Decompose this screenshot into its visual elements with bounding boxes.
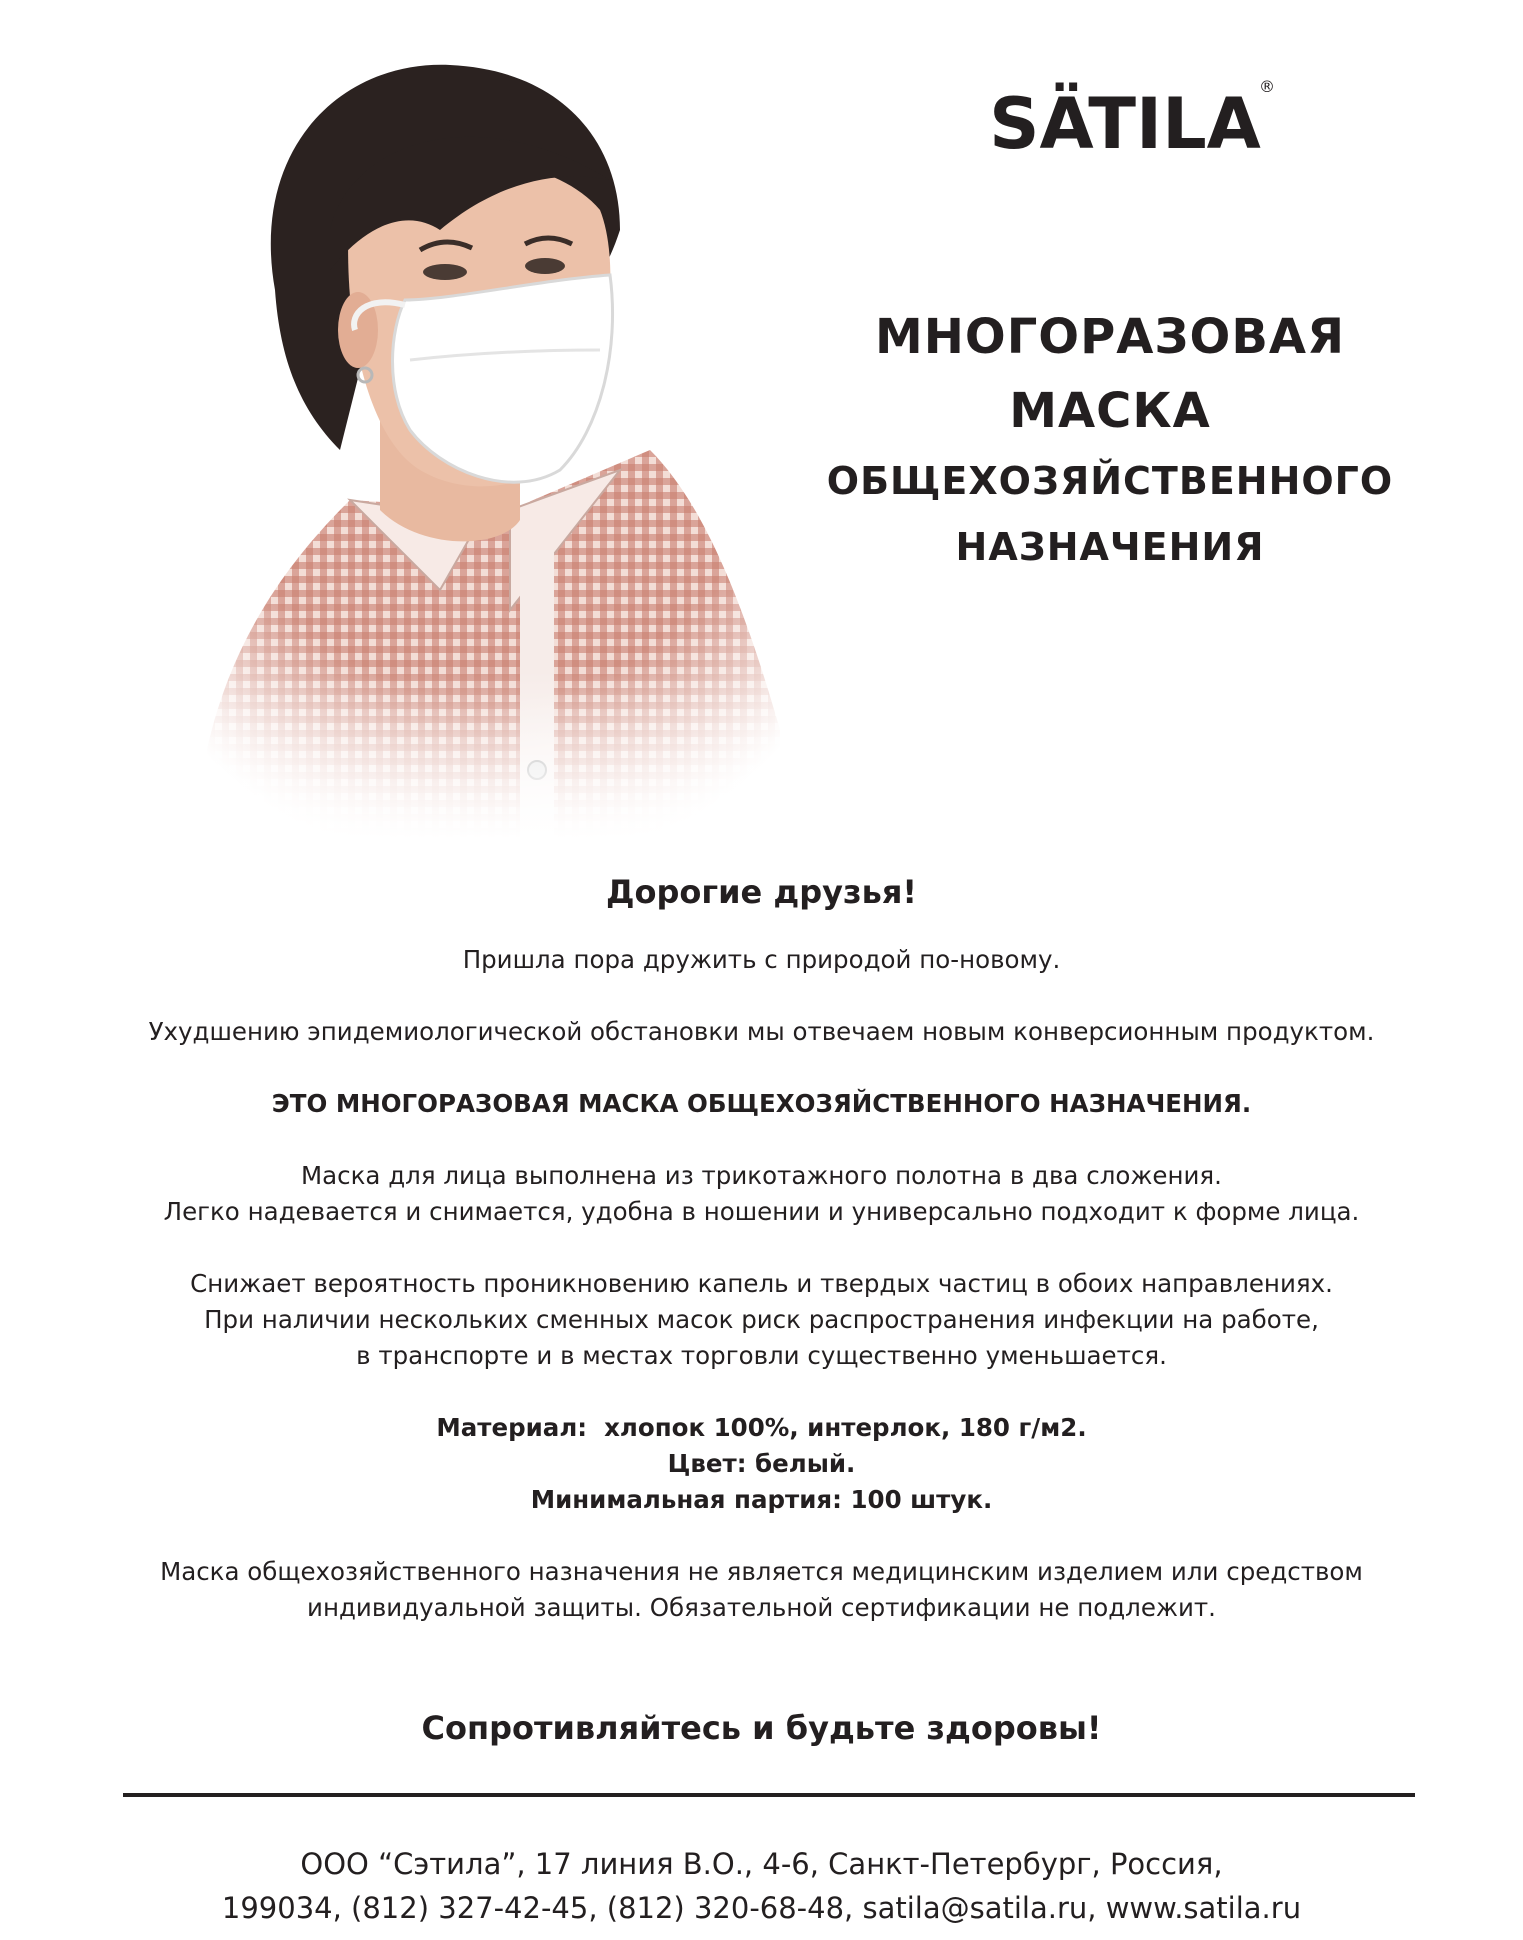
benefits-line: Снижает вероятность проникновению капель и твердых частиц в обоих направлениях. <box>190 1269 1333 1298</box>
footer-address: ООО “Сэтила”, 17 линия В.О., 4-6, Санкт-Петербург, Россия, <box>300 1847 1223 1881</box>
benefits-line: в транспорте и в местах торговли существенно уменьшается. <box>356 1341 1167 1370</box>
benefits-paragraph <box>100 1266 1423 1374</box>
specs-block <box>100 1410 1423 1518</box>
spec-material: Материал: хлопок 100%, интерлок, 180 г/м2. <box>436 1413 1087 1442</box>
headline-line-3: ОБЩЕХОЗЯЙСТВЕННОГО <box>826 459 1394 503</box>
spec-color: Цвет: белый. <box>667 1449 856 1478</box>
intro-paragraph: Пришла пора дружить с природой по-новому. <box>462 945 1061 974</box>
svg-text:®: ® <box>1259 77 1275 96</box>
description-paragraph <box>100 1158 1423 1230</box>
disclaimer-line: индивидуальной защиты. Обязательной сертификации не подлежит. <box>307 1593 1216 1622</box>
letter-body <box>100 868 1423 1752</box>
footer-contacts: 199034, (812) 327-42-45, (812) 320-68-48, satila@satila.ru, www.satila.ru <box>221 1891 1302 1925</box>
disclaimer-line: Маска общехозяйственного назначения не является медицинским изделием или средством <box>160 1557 1363 1586</box>
description-line: Легко надевается и снимается, удобна в ношении и универсально подходит к форме лица. <box>163 1197 1360 1226</box>
closing-line: Сопротивляйтесь и будьте здоровы! <box>421 1709 1102 1747</box>
response-paragraph: Ухудшению эпидемиологической обстановки мы отвечаем новым конверсионным продуктом. <box>148 1017 1375 1046</box>
product-headline <box>820 300 1400 580</box>
benefits-line: При наличии нескольких сменных масок риск распространения инфекции на работе, <box>204 1305 1319 1334</box>
greeting: Дорогие друзья! <box>606 873 917 911</box>
company-contacts <box>100 1842 1423 1930</box>
disclaimer-paragraph <box>100 1554 1423 1626</box>
headline-line-4: НАЗНАЧЕНИЯ <box>955 525 1265 569</box>
woman-in-mask-photo <box>180 30 800 840</box>
spec-min-order: Минимальная партия: 100 штук. <box>530 1485 993 1514</box>
satila-logo <box>975 70 1275 160</box>
announcement-paragraph: ЭТО МНОГОРАЗОВАЯ МАСКА ОБЩЕХОЗЯЙСТВЕННОГО НАЗНАЧЕНИЯ. <box>271 1089 1252 1118</box>
headline-line-1: МНОГОРАЗОВАЯ <box>874 309 1346 365</box>
description-line: Маска для лица выполнена из трикотажного полотна в два сложения. <box>301 1161 1222 1190</box>
footer-divider <box>123 1793 1415 1797</box>
headline-line-2: МАСКА <box>1009 383 1211 439</box>
svg-text:SÄTILA: SÄTILA <box>989 83 1261 160</box>
